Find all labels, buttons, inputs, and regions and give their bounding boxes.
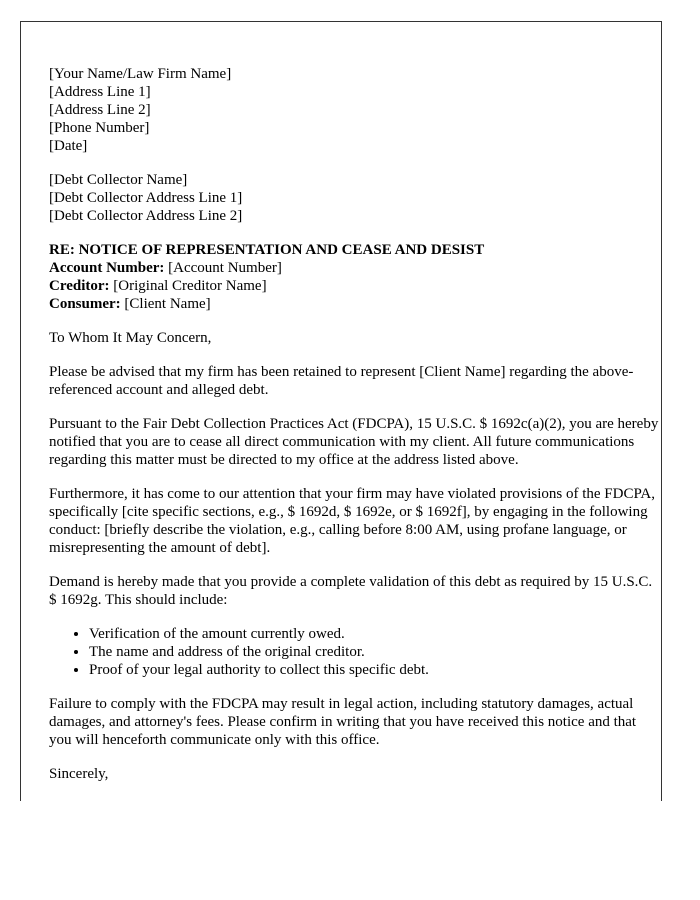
list-item: • Proof of your legal authority to collect this specific debt. [89, 661, 661, 679]
signoff: Sincerely, [49, 766, 109, 782]
creditor-label: Creditor: [49, 278, 110, 294]
paragraph-cease: Pursuant to the Fair Debt Collection Practices Act (FDCPA), 15 U.S.C. $ 1692c(a)(2), you are hereby notified that you are to cease all direct communication with my client. All future communications regarding this matter must be directed to my office at the address listed above. [49, 416, 659, 468]
validation-list [49, 625, 661, 679]
sender-address-1: [Address Line 1] [49, 84, 151, 100]
creditor-value: [Original Creditor Name] [109, 278, 267, 294]
salutation: To Whom It May Concern, [49, 330, 212, 346]
letter-date: [Date] [49, 138, 88, 154]
consumer-value: [Client Name] [120, 296, 211, 312]
letter-page [20, 21, 662, 801]
sender-address-2: [Address Line 2] [49, 102, 151, 118]
paragraph-validation: Demand is hereby made that you provide a complete validation of this debt as required by 15 U.S.C. $ 1692g. This should include: [49, 574, 653, 608]
list-item: • The name and address of the original creditor. [89, 643, 661, 661]
consumer-label: Consumer: [49, 296, 121, 312]
account-label: Account Number: [49, 260, 165, 276]
recipient-name: [Debt Collector Name] [49, 172, 188, 188]
recipient-address-1: [Debt Collector Address Line 1] [49, 190, 243, 206]
list-item: • Verification of the amount currently owed. [89, 625, 661, 643]
sender-name: [Your Name/Law Firm Name] [49, 66, 232, 82]
sender-phone: [Phone Number] [49, 120, 150, 136]
recipient-address-2: [Debt Collector Address Line 2] [49, 208, 243, 224]
paragraph-representation: Please be advised that my firm has been retained to represent [Client Name] regarding the above-referenced account and alleged debt. [49, 364, 634, 398]
paragraph-violations: Furthermore, it has come to our attention that your firm may have violated provisions of the FDCPA, specifically [cite specific sections, e.g., $ 1692d, $ 1692e, or $ 1692f], by engaging in the following conduct: [briefly describe the violation, e.g., calling before 8:00 AM, using profane language, or misrepresenting the amount of debt]. [49, 486, 656, 556]
re-title: RE: NOTICE OF REPRESENTATION AND CEASE AND DESIST [49, 242, 485, 258]
paragraph-closing: Failure to comply with the FDCPA may result in legal action, including statutory damages, actual damages, and attorney's fees. Please confirm in writing that you have received this notice and that you will henceforth communicate only with this office. [49, 696, 637, 748]
account-value: [Account Number] [164, 260, 282, 276]
